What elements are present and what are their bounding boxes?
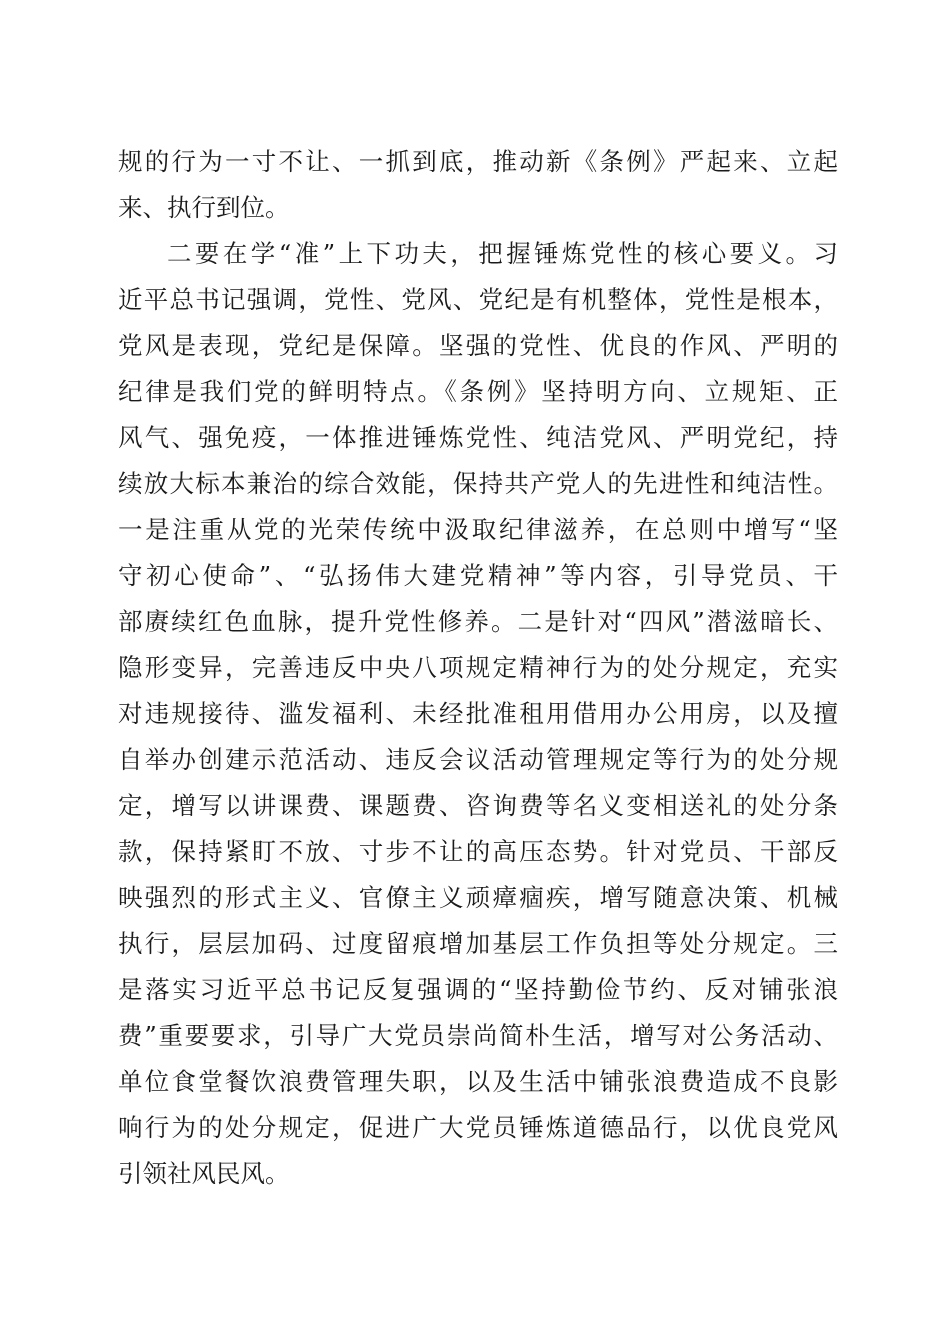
text-line: 款，保持紧盯不放、寸步不让的高压态势。针对党员、干部反 [118,837,838,866]
text-line: 部赓续红色血脉，提升党性修养。二是针对“四风”潜滋暗长、 [118,607,838,636]
text-line: 续放大标本兼治的综合效能，保持共产党人的先进性和纯洁性。 [118,469,838,498]
text-line: 是落实习近平总书记反复强调的“坚持勤俭节约、反对铺张浪 [118,975,838,1004]
text-line: 隐形变异，完善违反中央八项规定精神行为的处分规定，充实 [118,653,838,682]
text-line: 费”重要要求，引导广大党员崇尚简朴生活，增写对公务活动、 [118,1021,838,1050]
text-line: 来、执行到位。 [118,193,290,222]
text-line: 响行为的处分规定，促进广大党员锤炼道德品行，以优良党风 [118,1113,838,1142]
text-line: 党风是表现，党纪是保障。坚强的党性、优良的作风、严明的 [118,331,838,360]
text-line: 自举办创建示范活动、违反会议活动管理规定等行为的处分规 [118,745,838,774]
text-line: 单位食堂餐饮浪费管理失职，以及生活中铺张浪费造成不良影 [118,1067,838,1096]
text-line: 守初心使命”、“弘扬伟大建党精神”等内容，引导党员、干 [118,561,838,590]
text-line: 映强烈的形式主义、官僚主义顽瘴痼疾，增写随意决策、机械 [118,883,838,912]
text-line: 规的行为一寸不让、一抓到底，推动新《条例》严起来、立起 [118,147,838,176]
text-line: 一是注重从党的光荣传统中汲取纪律滋养，在总则中增写“坚 [118,515,838,544]
paragraph-first-line: 二要在学“准”上下功夫，把握锤炼党性的核心要义。习 [167,239,838,268]
text-line: 近平总书记强调，党性、党风、党纪是有机整体，党性是根本， [118,285,838,314]
text-line: 引领社风民风。 [118,1159,290,1188]
text-line: 对违规接待、滥发福利、未经批准租用借用办公用房，以及擅 [118,699,838,728]
text-line: 执行，层层加码、过度留痕增加基层工作负担等处分规定。三 [118,929,838,958]
text-line: 风气、强免疫，一体推进锤炼党性、纯洁党风、严明党纪，持 [118,423,838,452]
text-line: 纪律是我们党的鲜明特点。《条例》坚持明方向、立规矩、正 [118,377,838,406]
text-line: 定，增写以讲课费、课题费、咨询费等名义变相送礼的处分条 [118,791,838,820]
